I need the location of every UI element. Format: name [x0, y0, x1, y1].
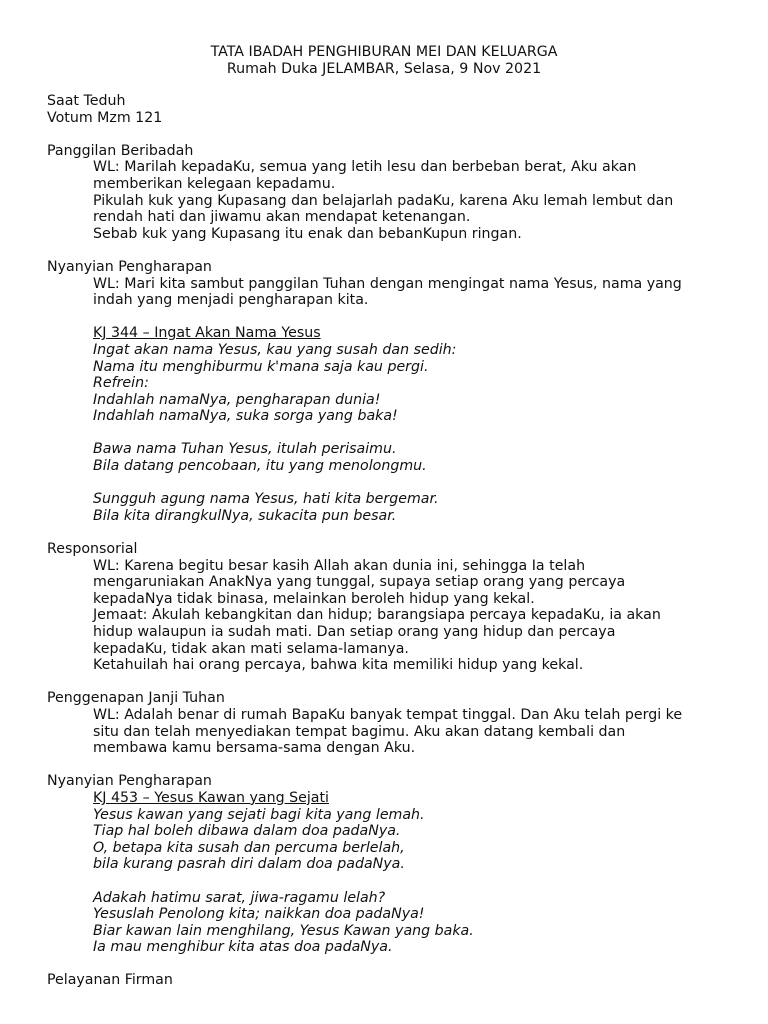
spacer	[47, 524, 737, 541]
document-subtitle: Rumah Duka JELAMBAR, Selasa, 9 Nov 2021	[226, 60, 542, 77]
document-title: TATA IBADAH PENGHIBURAN MEI DAN KELUARGA	[210, 44, 558, 60]
lyric-line: Indahlah namaNya, pengharapan dunia!	[93, 391, 381, 408]
lyric-line: Yesus kawan yang sejati bagi kita yang lemah.	[93, 806, 425, 823]
spacer	[47, 425, 737, 442]
lyric-line: Indahlah namaNya, suka sorga yang baka!	[93, 408, 398, 425]
panggilan-line: memberikan kelegaan kepadamu.	[93, 175, 336, 192]
section-heading-pelayanan: Pelayanan Firman	[47, 972, 173, 989]
document-body	[47, 93, 737, 989]
lyric-line: Yesuslah Penolong kita; naikkan doa padaNya!	[93, 906, 425, 923]
spacer	[47, 873, 737, 890]
lyric-line: Bawa nama Tuhan Yesus, itulah perisaimu.	[93, 441, 397, 458]
lyric-line: Bila datang pencobaan, itu yang menolongmu.	[93, 458, 427, 475]
spacer	[47, 475, 737, 492]
spacer	[47, 242, 737, 259]
section-heading-penggenapan: Penggenapan Janji Tuhan	[47, 690, 225, 707]
responsorial-line: kepadaKu, tidak akan mati selama-lamanya.	[93, 640, 409, 657]
penggenapan-line: membawa kamu bersama-sama dengan Aku.	[93, 740, 416, 757]
responsorial-line: mengaruniakan AnakNya yang tunggal, supaya setiap orang yang percaya	[93, 574, 626, 591]
spacer	[47, 674, 737, 691]
lyric-line: Refrein:	[93, 375, 149, 392]
lyric-line: Tiap hal boleh dibawa dalam doa padaNya.	[93, 823, 401, 840]
section-heading-nyanyian-2: Nyanyian Pengharapan	[47, 773, 212, 790]
lyric-line: Biar kawan lain menghilang, Yesus Kawan yang baka.	[93, 922, 474, 939]
spacer	[47, 309, 737, 326]
lyric-line: Ingat akan nama Yesus, kau yang susah dan sedih:	[93, 341, 457, 358]
lyric-line: Sungguh agung nama Yesus, hati kita bergemar.	[93, 491, 439, 508]
section-heading-panggilan: Panggilan Beribadah	[47, 142, 194, 159]
panggilan-line: WL: Marilah kepadaKu, semua yang letih lesu dan berbeban berat, Aku akan	[93, 159, 637, 176]
song-title-kj344: KJ 344 – Ingat Akan Nama Yesus	[93, 325, 321, 342]
penggenapan-line: situ dan telah menyediakan tempat bagimu. Aku akan datang kembali dan	[93, 723, 626, 740]
responsorial-line: WL: Karena begitu besar kasih Allah akan dunia ini, sehingga Ia telah	[93, 557, 586, 574]
section-heading-saat-teduh: Saat Teduh	[47, 93, 126, 109]
panggilan-line: Pikulah kuk yang Kupasang dan belajarlah padaKu, karena Aku lemah lembut dan	[93, 192, 674, 209]
spacer	[47, 956, 737, 973]
section-heading-votum: Votum Mzm 121	[47, 109, 163, 126]
responsorial-line: Jemaat: Akulah kebangkitan dan hidup; barangsiapa percaya kepadaKu, ia akan	[93, 607, 661, 624]
lyric-line: Ia mau menghibur kita atas doa padaNya.	[93, 939, 393, 956]
lyric-line: bila kurang pasrah diri dalam doa padaNya.	[93, 856, 405, 873]
nyanyian-1-line: WL: Mari kita sambut panggilan Tuhan dengan mengingat nama Yesus, nama yang	[93, 275, 682, 292]
responsorial-line: hidup walaupun ia sudah mati. Dan setiap orang yang hidup dan percaya	[93, 624, 616, 640]
lyric-line: O, betapa kita susah dan percuma berlelah,	[93, 839, 405, 856]
song-title-kj453: KJ 453 – Yesus Kawan yang Sejati	[93, 789, 330, 806]
lyric-line: Bila kita dirangkulNya, sukacita pun besar.	[93, 507, 397, 524]
panggilan-line: rendah hati dan jiwamu akan mendapat ketenangan.	[93, 209, 471, 226]
penggenapan-line: WL: Adalah benar di rumah BapaKu banyak tempat tinggal. Dan Aku telah pergi ke	[93, 706, 683, 723]
lyric-line: Adakah hatimu sarat, jiwa-ragamu lelah?	[93, 889, 386, 906]
nyanyian-1-line: indah yang menjadi pengharapan kita.	[93, 292, 369, 309]
section-heading-responsorial: Responsorial	[47, 541, 138, 558]
spacer	[47, 126, 737, 143]
responsorial-line: Ketahuilah hai orang percaya, bahwa kita memiliki hidup yang kekal.	[93, 657, 584, 674]
panggilan-line: Sebab kuk yang Kupasang itu enak dan bebanKupun ringan.	[93, 225, 522, 242]
responsorial-line: kepadaNya tidak binasa, melainkan beroleh hidup yang kekal.	[93, 590, 535, 607]
section-heading-nyanyian-1: Nyanyian Pengharapan	[47, 258, 212, 275]
document-header	[0, 44, 768, 77]
spacer	[47, 757, 737, 774]
lyric-line: Nama itu menghiburmu k'mana saja kau pergi.	[93, 358, 429, 375]
